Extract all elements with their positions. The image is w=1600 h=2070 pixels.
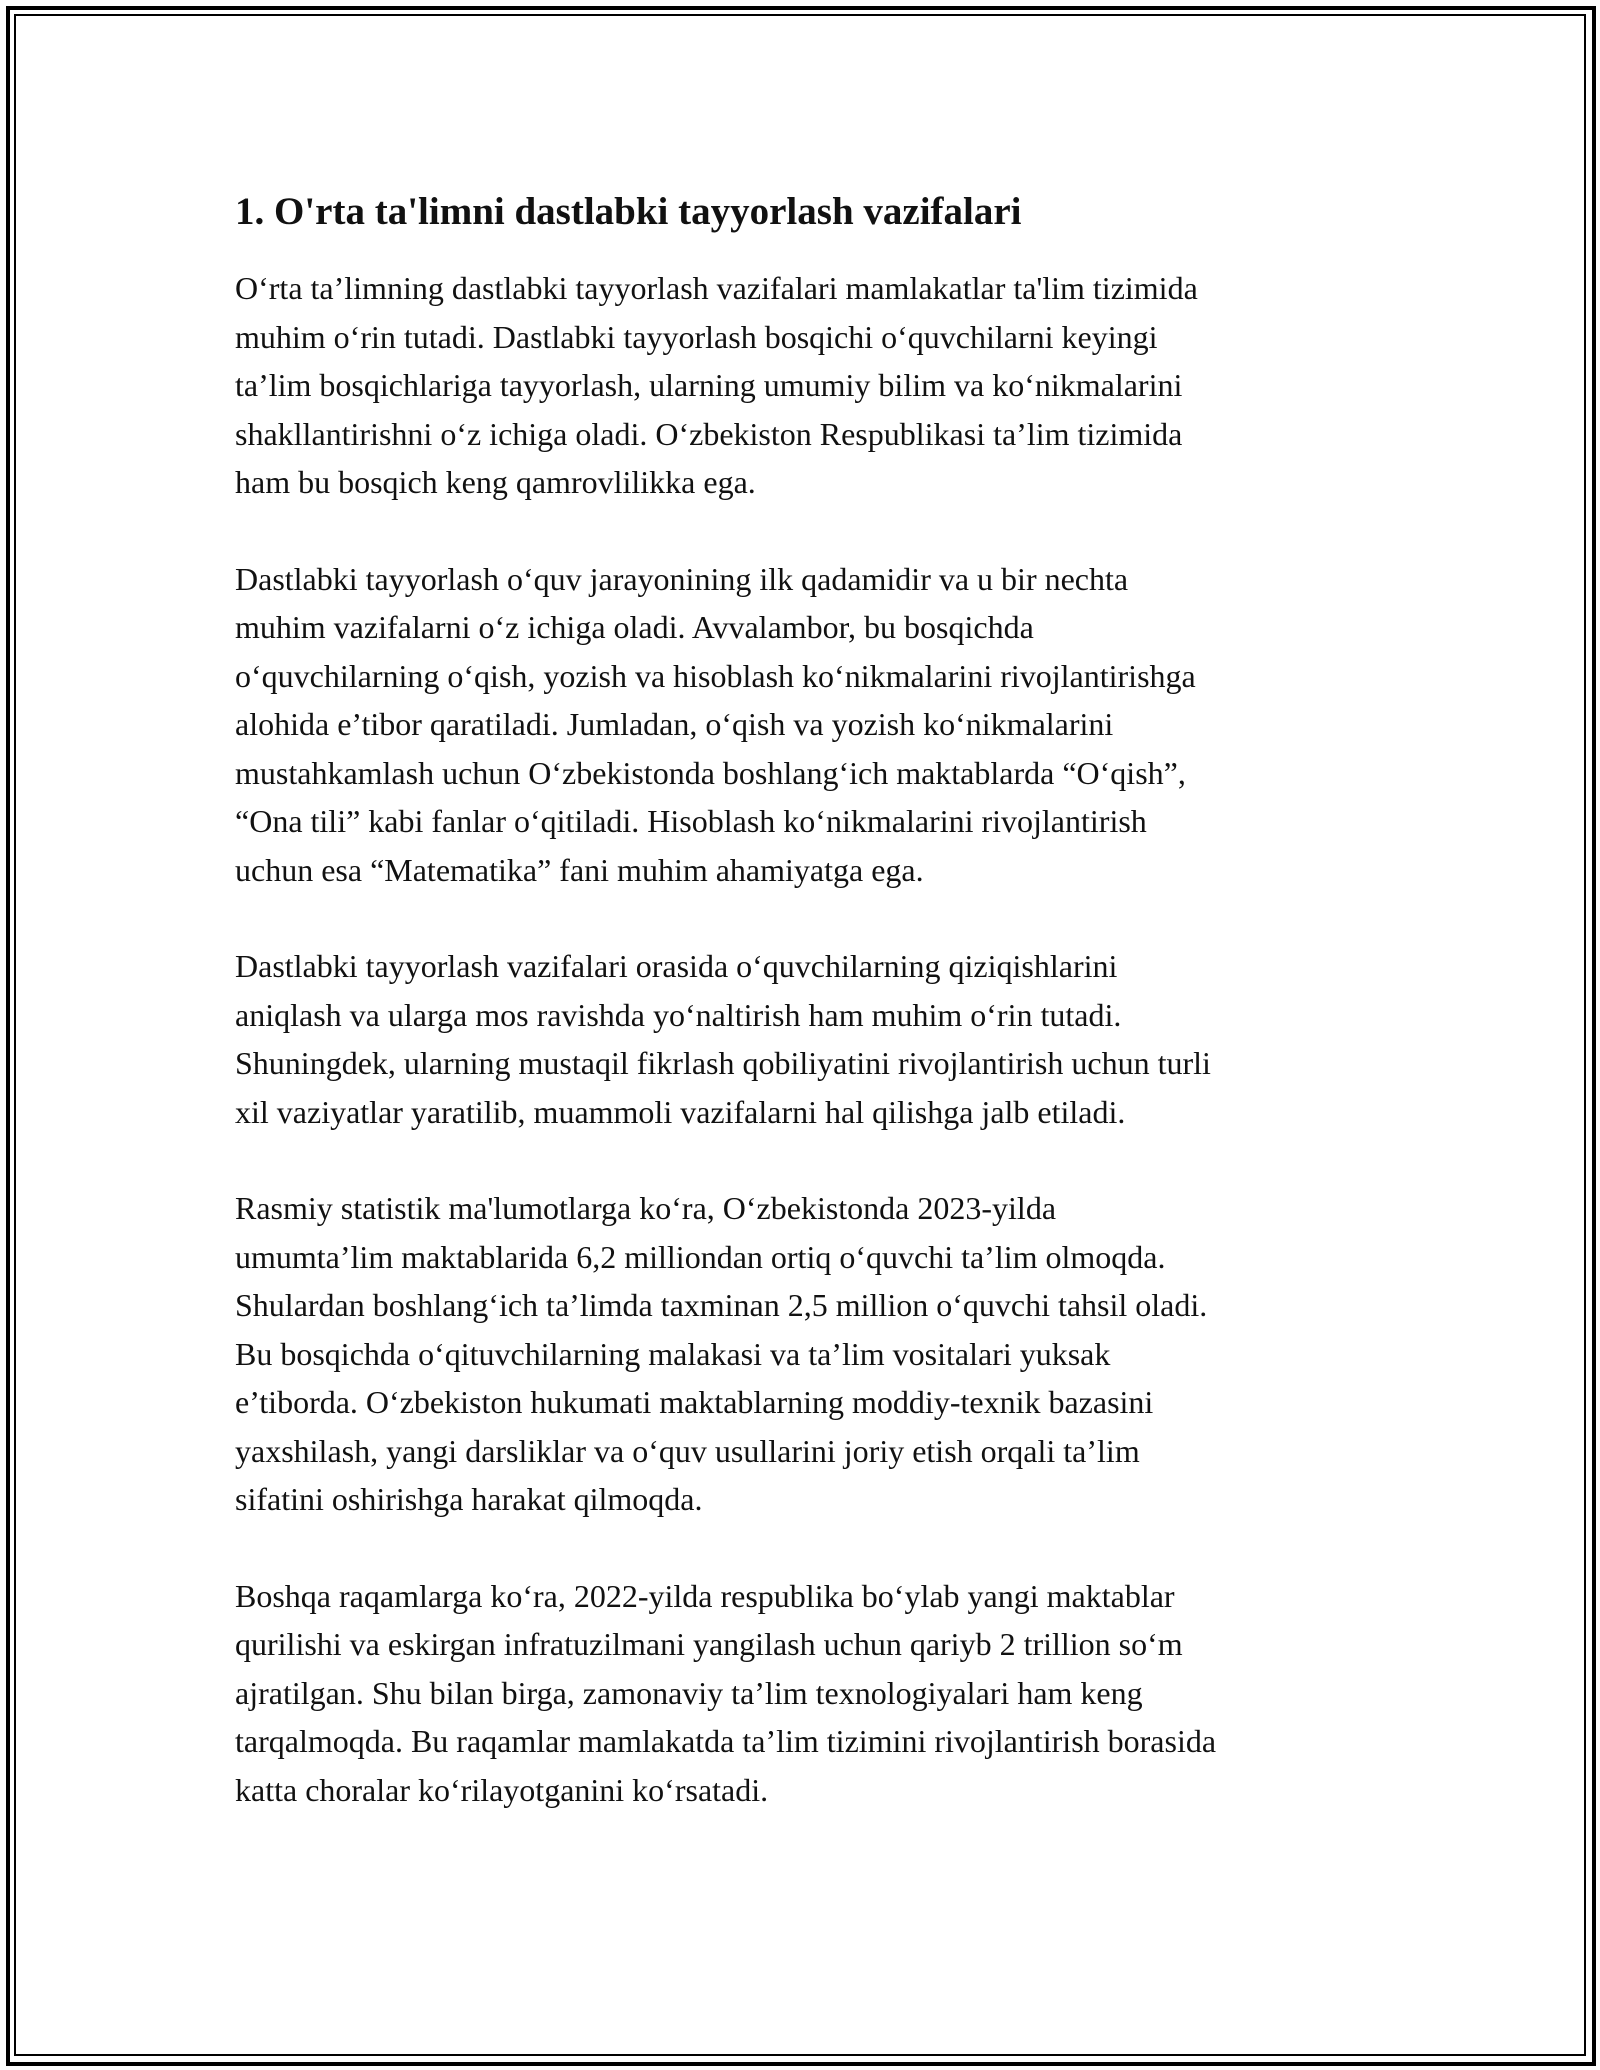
paragraph-line: Dastlabki tayyorlash vazifalari orasida o‘quvchilarning qiziqishlarini [235, 948, 1118, 984]
paragraph-line: “Ona tili” kabi fanlar o‘qitiladi. Hisoblash ko‘nikmalarini rivojlantirish [235, 803, 1147, 839]
body-paragraph [235, 264, 1395, 507]
paragraph-line: sifatini oshirishga harakat qilmoqda. [235, 1481, 703, 1517]
paragraph-line: muhim o‘rin tutadi. Dastlabki tayyorlash bosqichi o‘quvchilarni keyingi [235, 318, 1158, 355]
body-paragraph [235, 1572, 1395, 1815]
paragraph-line: O‘rta ta’limning dastlabki tayyorlash vazifalari mamlakatlar ta'lim tizimida [235, 270, 1198, 306]
paragraph-line: Boshqa raqamlarga ko‘ra, 2022-yilda respublika bo‘ylab yangi maktablar [235, 1577, 1175, 1614]
paragraph-line: alohida e’tibor qaratiladi. Jumladan, o‘qish va yozish ko‘nikmalarini [235, 706, 1114, 742]
paragraph-line: ta’lim bosqichlariga tayyorlash, ularning umumiy bilim va ko‘nikmalarini [235, 367, 1183, 403]
paragraph-line: qurilishi va eskirgan infratuzilmani yangilash uchun qariyb 2 trillion so‘m [235, 1626, 1183, 1662]
body-paragraph [235, 942, 1395, 1136]
paragraph-line: yaxshilash, yangi darsliklar va o‘quv usullarini joriy etish orqali ta’lim [235, 1432, 1140, 1469]
paragraph-line: tarqalmoqda. Bu raqamlar mamlakatda ta’lim tizimini rivojlantirish borasida [235, 1723, 1217, 1759]
paragraph-line: ham bu bosqich keng qamrovlilikka ega. [235, 464, 756, 500]
paragraph-line: umumta’lim maktablarida 6,2 milliondan ortiq o‘quvchi ta’lim olmoqda. [235, 1238, 1166, 1275]
paragraph-line: ajratilgan. Shu bilan birga, zamonaviy ta’lim texnologiyalari ham keng [235, 1674, 1143, 1711]
paragraph-line: muhim vazifalarni o‘z ichiga oladi. Avvalambor, bu bosqichda [235, 609, 1034, 645]
paragraph-line: Shulardan boshlang‘ich ta’limda taxminan 2,5 million o‘quvchi tahsil oladi. [235, 1287, 1208, 1323]
body-paragraph [235, 555, 1395, 895]
paragraph-line: Bu bosqichda o‘qituvchilarning malakasi va ta’lim vositalari yuksak [235, 1335, 1111, 1372]
paragraph-line: katta choralar ko‘rilayotganini ko‘rsatadi. [235, 1771, 769, 1808]
section-heading: 1. O'rta ta'limni dastlabki tayyorlash vazifalari [235, 190, 1022, 233]
body-paragraph [235, 1184, 1395, 1524]
paragraph-line: aniqlash va ularga mos ravishda yo‘naltirish ham muhim o‘rin tutadi. [235, 996, 1122, 1033]
paragraph-line: Shuningdek, ularning mustaqil fikrlash qobiliyatini rivojlantirish uchun turli [235, 1045, 1211, 1081]
paragraph-line: mustahkamlash uchun O‘zbekistonda boshlang‘ich maktablarda “O‘qish”, [235, 754, 1186, 791]
paragraph-line: e’tiborda. O‘zbekiston hukumati maktablarning moddiy-texnik bazasini [235, 1384, 1154, 1420]
paragraph-line: xil vaziyatlar yaratilib, muammoli vazifalarni hal qilishga jalb etiladi. [235, 1093, 1126, 1130]
paragraph-line: uchun esa “Matematika” fani muhim ahamiyatga ega. [235, 851, 924, 888]
paragraph-line: shakllantirishni o‘z ichiga oladi. O‘zbekiston Respublikasi ta’lim tizimida [235, 415, 1183, 452]
paragraph-line: Dastlabki tayyorlash o‘quv jarayonining ilk qadamidir va u bir nechta [235, 560, 1129, 597]
paragraph-line: Rasmiy statistik ma'lumotlarga ko‘ra, O‘zbekistonda 2023-yilda [235, 1190, 1057, 1226]
paragraph-line: o‘quvchilarning o‘qish, yozish va hisoblash ko‘nikmalarini rivojlantirishga [235, 657, 1196, 694]
document-body [235, 264, 1395, 1814]
document-page [235, 184, 1395, 1862]
